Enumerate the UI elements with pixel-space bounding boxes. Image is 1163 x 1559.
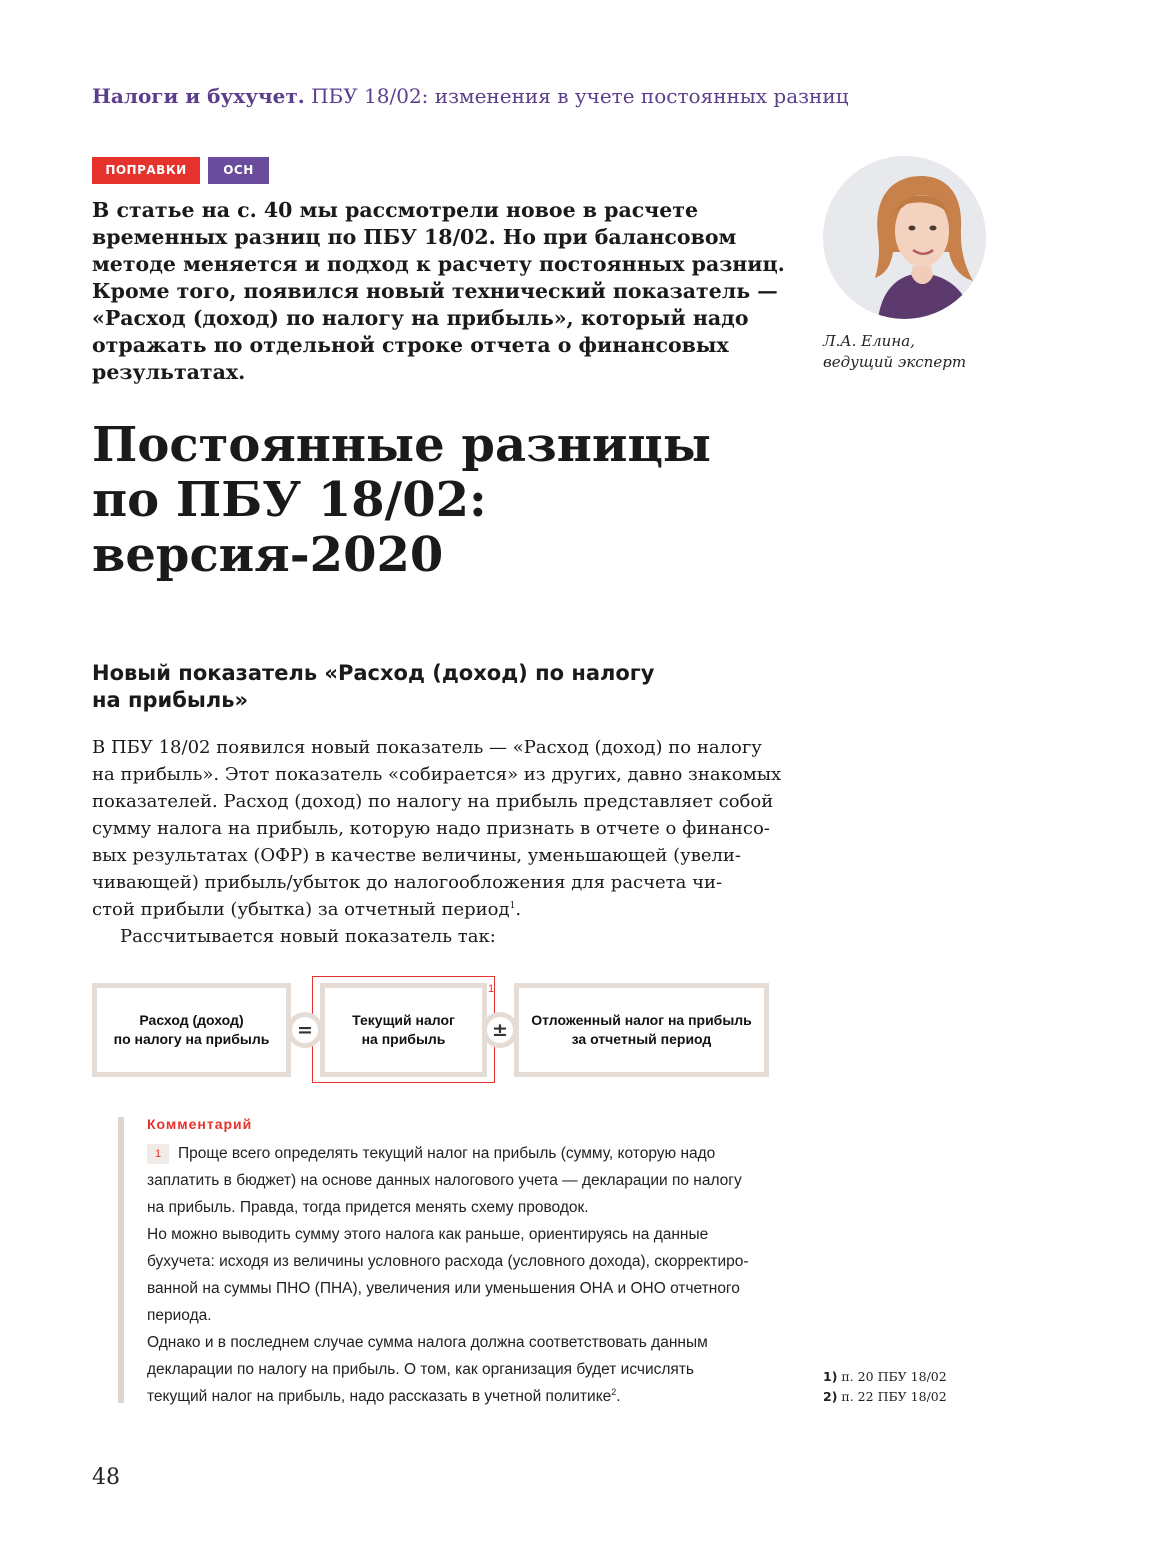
formula-box-tax-expense bbox=[92, 983, 291, 1077]
comment-label: Комментарий bbox=[147, 1116, 253, 1132]
formula-box-deferred-tax bbox=[514, 983, 769, 1077]
lead-line: результатах. bbox=[92, 360, 246, 384]
formula-box-line: Отложенный налог на прибыль bbox=[531, 1012, 752, 1028]
plus-minus-operator-icon: ± bbox=[482, 1012, 518, 1048]
comment-line: на прибыль. Правда, тогда придется менять схему проводок. bbox=[147, 1199, 589, 1216]
running-header bbox=[92, 84, 849, 108]
lead-line: методе меняется и подход к расчету постоянных разниц. bbox=[92, 252, 785, 276]
comment-line: Однако и в последнем случае сумма налога должна соответствовать данным bbox=[147, 1334, 708, 1351]
body-text bbox=[92, 734, 782, 950]
footnote-text: п. 22 ПБУ 18/02 bbox=[841, 1389, 947, 1404]
page-number: 48 bbox=[92, 1465, 120, 1490]
comment-bar bbox=[118, 1117, 124, 1403]
section-heading-line: на прибыль» bbox=[92, 688, 249, 712]
comment-line-text: текущий налог на прибыль, надо рассказать в учетной политике bbox=[147, 1388, 612, 1405]
title-line: версия-2020 bbox=[92, 527, 444, 583]
comment-text bbox=[147, 1140, 787, 1410]
comment-line-text: Проще всего определять текущий налог на прибыль (сумму, которую надо bbox=[178, 1145, 716, 1162]
body-line: на прибыль». Этот показатель «собирается» из других, давно знакомых bbox=[92, 764, 782, 785]
lead-line: В статье на с. 40 мы рассмотрели новое в расчете bbox=[92, 198, 699, 222]
author-photo bbox=[823, 156, 986, 319]
footnote-number: 2) bbox=[823, 1389, 838, 1404]
formula-box-line: за отчетный период bbox=[571, 1031, 712, 1047]
formula-box-current-tax bbox=[320, 983, 487, 1077]
body-line: вых результатах (ОФР) в качестве величины, уменьшающей (увели- bbox=[92, 845, 741, 866]
lead-line: отражать по отдельной строке отчета о финансовых bbox=[92, 333, 729, 357]
author-role: ведущий эксперт bbox=[823, 353, 967, 371]
formula-intro: Рассчитывается новый показатель так: bbox=[120, 926, 496, 947]
comment-number-badge: 1 bbox=[147, 1144, 169, 1164]
comment-line: бухучета: исходя из величины условного расхода (условного дохода), скорректиро- bbox=[147, 1253, 749, 1270]
section-heading-line: Новый показатель «Расход (доход) по налогу bbox=[92, 661, 655, 685]
footnote-item bbox=[823, 1367, 947, 1387]
body-line: сумму налога на прибыль, которую надо признать в отчете о финансо- bbox=[92, 818, 770, 839]
body-line bbox=[92, 896, 782, 923]
tag-amendments: ПОПРАВКИ bbox=[92, 157, 200, 184]
title-line: по ПБУ 18/02: bbox=[92, 472, 487, 528]
section-heading bbox=[92, 660, 792, 714]
running-header-topic: ПБУ 18/02: изменения в учете постоянных разниц bbox=[311, 84, 849, 108]
footnote-item bbox=[823, 1387, 947, 1407]
author-portrait-icon bbox=[823, 156, 986, 319]
comment-line: Но можно выводить сумму этого налога как раньше, ориентируясь на данные bbox=[147, 1226, 709, 1243]
comment-line bbox=[147, 1140, 787, 1167]
title-line: Постоянные разницы bbox=[92, 417, 712, 473]
formula-box-line: на прибыль bbox=[361, 1031, 446, 1047]
comment-marker: 1 bbox=[488, 983, 495, 995]
comment-period: . bbox=[616, 1388, 621, 1405]
author-name: Л.А. Елина, bbox=[823, 332, 915, 350]
body-line: В ПБУ 18/02 появился новый показатель — «Расход (доход) по налогу bbox=[92, 737, 762, 758]
equals-operator-icon: = bbox=[287, 1012, 323, 1048]
body-period: . bbox=[515, 899, 522, 920]
tag-osn: ОСН bbox=[208, 157, 269, 184]
comment-line: ванной на суммы ПНО (ПНА), увеличения или уменьшения ОНА и ОНО отчетного bbox=[147, 1280, 740, 1297]
article-title bbox=[92, 418, 812, 583]
body-line: показателей. Расход (доход) по налогу на прибыль представляет собой bbox=[92, 791, 774, 812]
body-line-text: стой прибыли (убытка) за отчетный период bbox=[92, 899, 510, 920]
lead-paragraph bbox=[92, 197, 785, 386]
body-line: чивающей) прибыль/убыток до налогообложения для расчета чи- bbox=[92, 872, 723, 893]
formula-box-line: Текущий налог bbox=[352, 1012, 455, 1028]
comment-line: заплатить в бюджет) на основе данных налогового учета — декларации по налогу bbox=[147, 1172, 742, 1189]
footnote-text: п. 20 ПБУ 18/02 bbox=[841, 1369, 947, 1384]
running-header-section: Налоги и бухучет. bbox=[92, 84, 305, 108]
footnotes bbox=[823, 1367, 947, 1407]
footnote-ref[interactable]: 2 bbox=[611, 1386, 617, 1397]
footnote-number: 1) bbox=[823, 1369, 838, 1384]
lead-line: Кроме того, появился новый технический показатель — bbox=[92, 279, 778, 303]
formula-box-line: по налогу на прибыль bbox=[113, 1031, 270, 1047]
comment-line: декларации по налогу на прибыль. О том, как организация будет исчислять bbox=[147, 1361, 695, 1378]
lead-line: «Расход (доход) по налогу на прибыль», который надо bbox=[92, 306, 749, 330]
comment-line bbox=[147, 1383, 787, 1410]
formula-box-line: Расход (доход) bbox=[139, 1012, 244, 1028]
lead-line: временных разниц по ПБУ 18/02. Но при балансовом bbox=[92, 225, 737, 249]
comment-line: периода. bbox=[147, 1307, 212, 1324]
author-caption bbox=[823, 331, 966, 373]
footnote-ref[interactable]: 1 bbox=[509, 901, 516, 911]
